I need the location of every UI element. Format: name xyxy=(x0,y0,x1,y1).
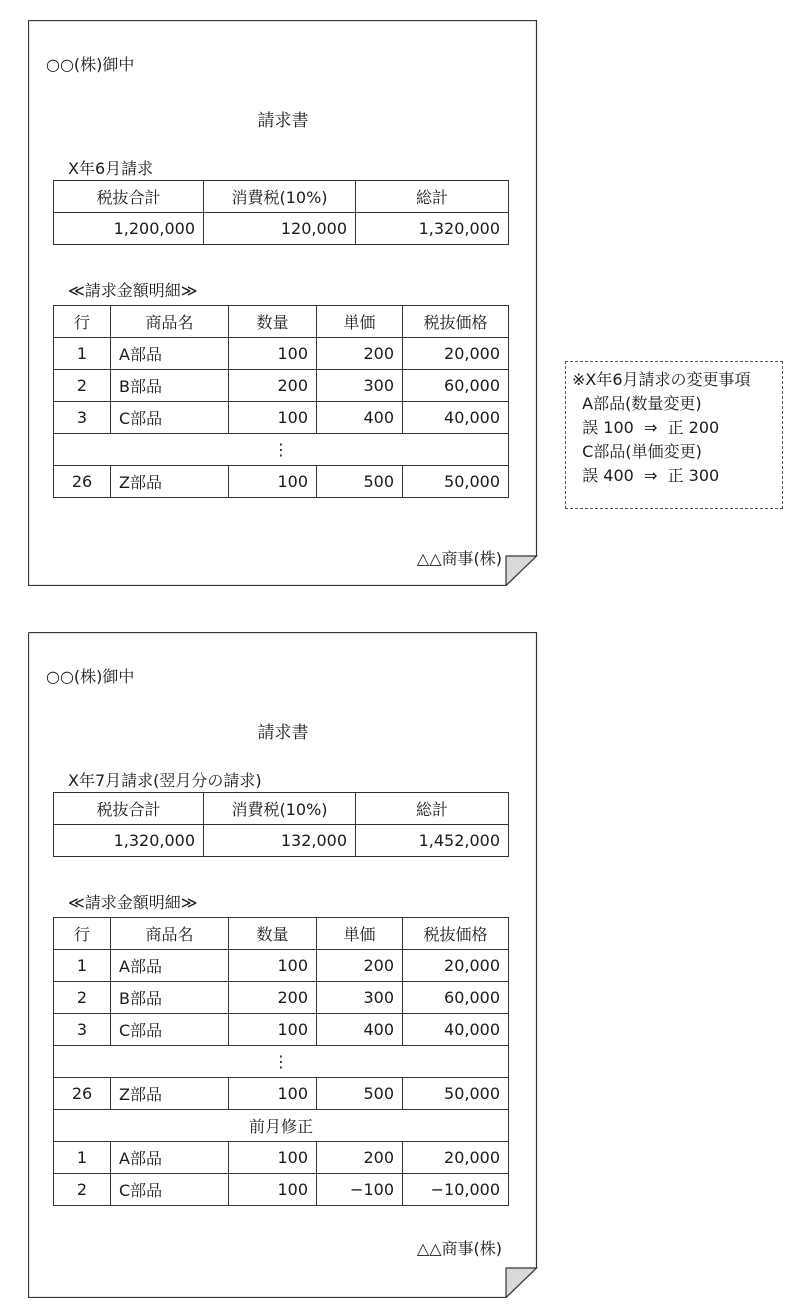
subtotal-value: 1,320,000 xyxy=(54,825,204,857)
addressee: ○○(株)御中 xyxy=(46,55,135,74)
note-line: 誤 100 ⇒ 正 200 xyxy=(572,418,720,437)
unit-price: 400 xyxy=(317,402,403,434)
quantity: 100 xyxy=(229,950,317,982)
billing-period: X年6月請求 xyxy=(68,159,154,178)
unit-price: 300 xyxy=(317,982,403,1014)
vertical-ellipsis: ⋮ xyxy=(54,434,509,466)
price-excl-tax: 20,000 xyxy=(403,1142,509,1174)
product-name: A部品 xyxy=(111,338,229,370)
quantity: 100 xyxy=(229,402,317,434)
sender: △△商事(株) xyxy=(416,549,502,568)
row-number: 2 xyxy=(54,982,111,1014)
page-outline xyxy=(28,20,538,586)
unit-price: 500 xyxy=(317,1078,403,1110)
unit-price: 200 xyxy=(317,1142,403,1174)
unit-price: 200 xyxy=(317,338,403,370)
quantity: 100 xyxy=(229,1174,317,1206)
total-value: 1,452,000 xyxy=(356,825,509,857)
quantity: 100 xyxy=(229,466,317,498)
row-number: 26 xyxy=(54,466,111,498)
note-title: ※X年6月請求の変更事項 xyxy=(572,370,751,389)
column-header: 商品名 xyxy=(111,918,229,950)
tax-value: 132,000 xyxy=(204,825,356,857)
invoice-june xyxy=(28,20,538,586)
detail-table xyxy=(53,305,509,498)
document-title: 請求書 xyxy=(257,111,309,131)
note-line: A部品(数量変更) xyxy=(572,394,702,413)
row-number: 2 xyxy=(54,370,111,402)
sender: △△商事(株) xyxy=(416,1239,502,1258)
ellipsis-row xyxy=(54,1046,509,1078)
summary-header: 税抜合計 xyxy=(54,181,204,213)
product-name: Z部品 xyxy=(111,1078,229,1110)
column-header: 数量 xyxy=(229,306,317,338)
quantity: 100 xyxy=(229,1078,317,1110)
summary-header: 税抜合計 xyxy=(54,793,204,825)
unit-price: 400 xyxy=(317,1014,403,1046)
document-title: 請求書 xyxy=(257,723,309,743)
summary-header: 消費税(10%) xyxy=(204,793,356,825)
column-header: 単価 xyxy=(317,918,403,950)
table-row xyxy=(54,1078,509,1110)
price-excl-tax: 40,000 xyxy=(403,1014,509,1046)
price-excl-tax: 20,000 xyxy=(403,338,509,370)
product-name: Z部品 xyxy=(111,466,229,498)
product-name: B部品 xyxy=(111,370,229,402)
unit-price: 500 xyxy=(317,466,403,498)
subtotal-value: 1,200,000 xyxy=(54,213,204,245)
price-excl-tax: 60,000 xyxy=(403,370,509,402)
column-header: 行 xyxy=(54,918,111,950)
price-excl-tax: 50,000 xyxy=(403,1078,509,1110)
summary-table xyxy=(53,180,509,245)
column-header: 商品名 xyxy=(111,306,229,338)
table-row xyxy=(54,950,509,982)
tax-value: 120,000 xyxy=(204,213,356,245)
previous-month-correction-label: 前月修正 xyxy=(54,1110,509,1142)
column-header: 税抜価格 xyxy=(403,918,509,950)
quantity: 100 xyxy=(229,1142,317,1174)
correction-row xyxy=(54,1142,509,1174)
note-line: C部品(単価変更) xyxy=(572,442,702,461)
quantity: 200 xyxy=(229,370,317,402)
row-number: 3 xyxy=(54,1014,111,1046)
price-excl-tax: 50,000 xyxy=(403,466,509,498)
quantity: 100 xyxy=(229,338,317,370)
summary-header: 消費税(10%) xyxy=(204,181,356,213)
detail-table xyxy=(53,917,509,1206)
price-excl-tax: 20,000 xyxy=(403,950,509,982)
price-excl-tax: 60,000 xyxy=(403,982,509,1014)
correction-row xyxy=(54,1174,509,1206)
table-row xyxy=(54,402,509,434)
unit-price: −100 xyxy=(317,1174,403,1206)
table-row xyxy=(54,466,509,498)
summary-header: 総計 xyxy=(356,793,509,825)
detail-heading: ≪請求金額明細≫ xyxy=(68,281,198,300)
column-header: 税抜価格 xyxy=(403,306,509,338)
row-number: 1 xyxy=(54,338,111,370)
table-header-row xyxy=(54,306,509,338)
quantity: 200 xyxy=(229,982,317,1014)
table-row xyxy=(54,370,509,402)
product-name: B部品 xyxy=(111,982,229,1014)
unit-price: 300 xyxy=(317,370,403,402)
column-header: 数量 xyxy=(229,918,317,950)
product-name: C部品 xyxy=(111,1174,229,1206)
row-number: 2 xyxy=(54,1174,111,1206)
price-excl-tax: 40,000 xyxy=(403,402,509,434)
summary-table xyxy=(53,792,509,857)
change-note xyxy=(565,361,783,509)
product-name: A部品 xyxy=(111,1142,229,1174)
note-line: 誤 400 ⇒ 正 300 xyxy=(572,466,720,485)
column-header: 単価 xyxy=(317,306,403,338)
table-row xyxy=(54,1014,509,1046)
product-name: C部品 xyxy=(111,402,229,434)
column-header: 行 xyxy=(54,306,111,338)
billing-period: X年7月請求(翌月分の請求) xyxy=(68,771,262,790)
quantity: 100 xyxy=(229,1014,317,1046)
vertical-ellipsis: ⋮ xyxy=(54,1046,509,1078)
row-number: 26 xyxy=(54,1078,111,1110)
summary-header: 総計 xyxy=(356,181,509,213)
correction-label-row xyxy=(54,1110,509,1142)
unit-price: 200 xyxy=(317,950,403,982)
table-row xyxy=(54,982,509,1014)
ellipsis-row xyxy=(54,434,509,466)
detail-heading: ≪請求金額明細≫ xyxy=(68,893,198,912)
product-name: A部品 xyxy=(111,950,229,982)
product-name: C部品 xyxy=(111,1014,229,1046)
row-number: 1 xyxy=(54,1142,111,1174)
table-header-row xyxy=(54,918,509,950)
invoice-july xyxy=(28,632,538,1298)
price-excl-tax: −10,000 xyxy=(403,1174,509,1206)
row-number: 1 xyxy=(54,950,111,982)
addressee: ○○(株)御中 xyxy=(46,667,135,686)
table-row xyxy=(54,338,509,370)
total-value: 1,320,000 xyxy=(356,213,509,245)
row-number: 3 xyxy=(54,402,111,434)
